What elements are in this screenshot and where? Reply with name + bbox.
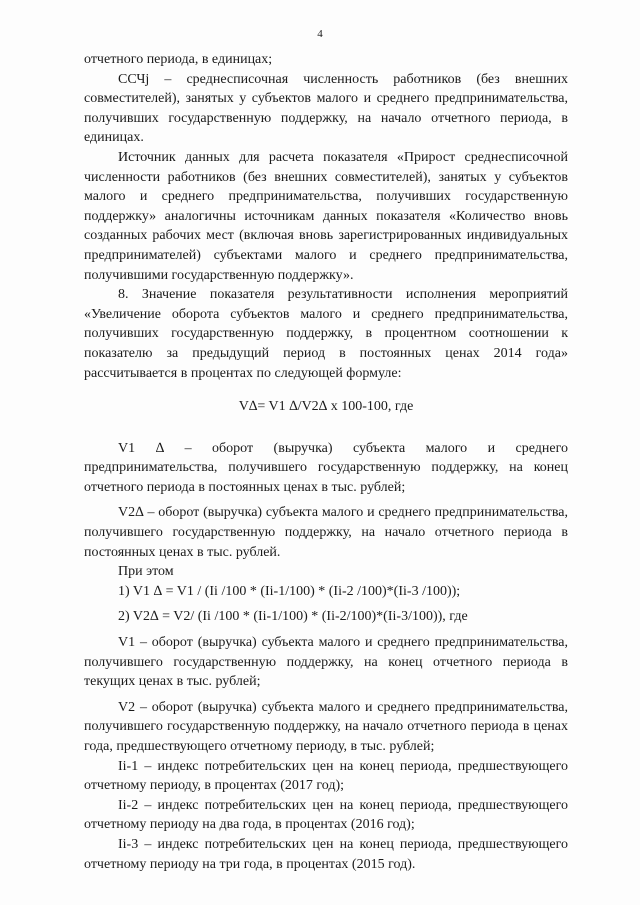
paragraph: Ii-1 – индекс потребительских цен на конец периода, предшествующего отчетному периоду, в процентах (2017 год); <box>84 758 568 794</box>
paragraph: V1 ∆ – оборот (выручка) субъекта малого и среднего предпринимательства, получившего государственную поддержку, на конец отчетного периода в постоянных ценах в тыс. рублей; <box>84 440 568 495</box>
paragraph: Ii-3 – индекс потребительских цен на конец периода, предшествующего отчетному периоду на три года, в процентах (2015 год). <box>84 836 568 872</box>
paragraph: Источник данных для расчета показателя «Прирост среднесписочной численности работников (без внешних совместителей), занятых у субъектов малого и среднего предпринимательства, получивших государственную поддержку» аналогичны источникам данных показателя «Количество вновь созданных рабочих мест (включая вновь зарегистрированных индивидуальных предпринимателей) субъектами малого и среднего предпринимательства, получившими государственную поддержку». <box>84 149 568 283</box>
formula-main: V∆= V1 ∆/V2∆ x 100-100, где <box>238 399 414 415</box>
paragraph: При этом <box>118 564 174 580</box>
paragraph: 8. Значение показателя результативности исполнения мероприятий «Увеличение оборота субъектов малого и среднего предпринимательства, получивших государственную поддержку, в процентном соотношении к показателю за предыдущий период в постоянных ценах 2014 года» рассчитывается в процентах по следующей формуле: <box>84 287 568 381</box>
paragraph: V1 – оборот (выручка) субъекта малого и среднего предпринимательства, получившего государственную поддержку, на конец отчетного периода в текущих ценах в тыс. рублей; <box>84 635 568 690</box>
page-number: 4 <box>317 28 323 40</box>
formula-2: 2) V2∆ = V2/ (Ii /100 * (Ii-1/100) * (Ii-2/100)*(Ii-3/100)), где <box>118 609 468 625</box>
formula-1: 1) V1 ∆ = V1 / (Ii /100 * (Ii-1/100) * (Ii-2 /100)*(Ii-3 /100)); <box>118 583 461 599</box>
paragraph: отчетного периода, в единицах; <box>84 52 273 67</box>
paragraph: V2∆ – оборот (выручка) субъекта малого и среднего предпринимательства, получившего государственную поддержку, на начало отчетного периода в постоянных ценах в тыс. рублей. <box>84 505 568 560</box>
paragraph: Ii-2 – индекс потребительских цен на конец периода, предшествующего отчетному периоду на два года, в процентах (2016 год); <box>84 797 568 833</box>
paragraph: ССЧj – среднесписочная численность работников (без внешних совместителей), занятых у субъектов малого и среднего предпринимательства, получивших государственную поддержку, на начало отчетного периода, в единицах. <box>84 71 568 146</box>
document-body <box>84 50 568 874</box>
paragraph: V2 – оборот (выручка) субъекта малого и среднего предпринимательства, получившего государственную поддержку, на начало отчетного периода в ценах года, предшествующего отчетному периоду, в тыс. рублей; <box>84 699 568 754</box>
